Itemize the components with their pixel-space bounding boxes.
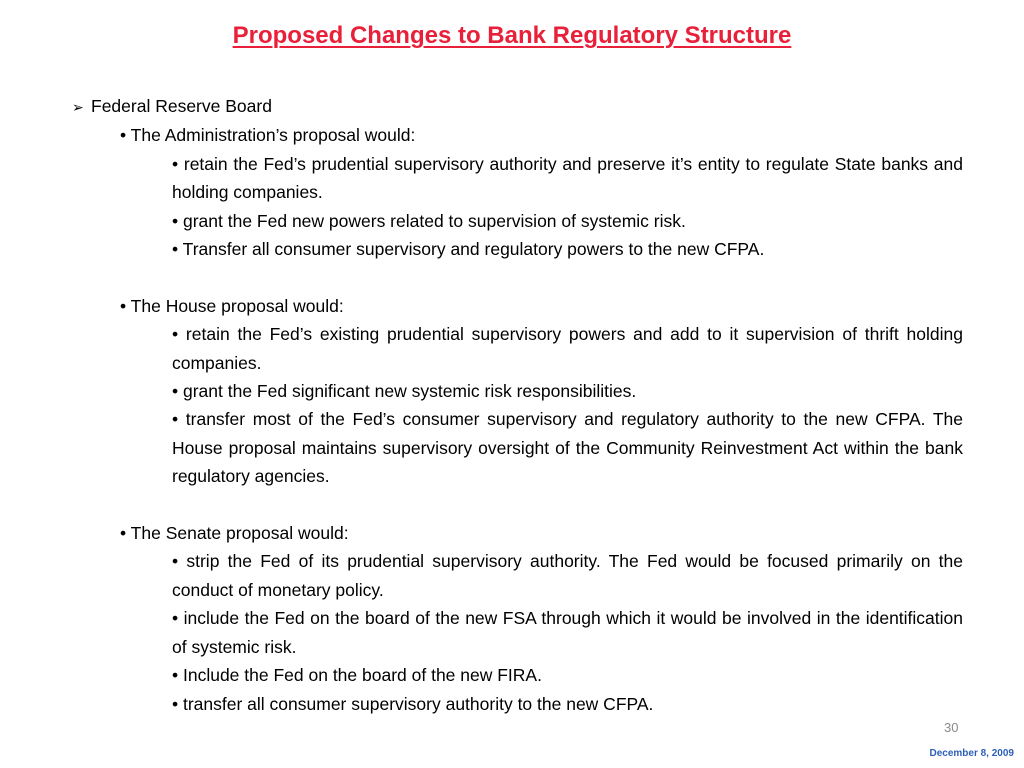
section-label-administration: • The Administration’s proposal would: [120, 125, 416, 146]
list-item: • transfer most of the Fed’s consumer supervisory and regulatory authority to the new CFPA. The House proposal maintains supervisory oversight of the Community Reinvestment Act within the bank regulatory agencies. [172, 409, 963, 487]
list-item: • grant the Fed new powers related to supervision of systemic risk. [172, 210, 686, 231]
list-item: • retain the Fed’s existing prudential supervisory powers and add to it supervision of thrift holding companies. [172, 324, 963, 373]
list-item: • Include the Fed on the board of the new FIRA. [172, 665, 542, 686]
list-item: • retain the Fed’s prudential supervisory authority and preserve it’s entity to regulate State banks and holding companies. [172, 153, 963, 203]
list-item: • Transfer all consumer supervisory and regulatory powers to the new CFPA. [172, 239, 765, 260]
spacer [0, 263, 1024, 291]
arrow-bullet-icon: ➢ [72, 99, 84, 115]
spacer [0, 491, 1024, 519]
heading-label: Federal Reserve Board [91, 96, 272, 116]
list-item: • strip the Fed of its prudential supervisory authority. The Fed would be focused primarily on the conduct of monetary policy. [172, 551, 963, 600]
section-label-senate: • The Senate proposal would: [120, 523, 349, 544]
list-item: • transfer all consumer supervisory authority to the new CFPA. [172, 693, 654, 714]
slide-title: Proposed Changes to Bank Regulatory Structure [232, 22, 792, 49]
footer-date: December 8, 2009 [929, 748, 1014, 759]
list-item: • include the Fed on the board of the new FSA through which it would be involved in the identification of systemic risk. [172, 608, 963, 657]
page-number: 30 [944, 720, 959, 735]
heading-federal-reserve-board [72, 92, 1024, 121]
slide-content [0, 92, 1024, 718]
section-label-house: • The House proposal would: [120, 295, 344, 316]
list-item: • grant the Fed significant new systemic risk responsibilities. [172, 381, 637, 402]
